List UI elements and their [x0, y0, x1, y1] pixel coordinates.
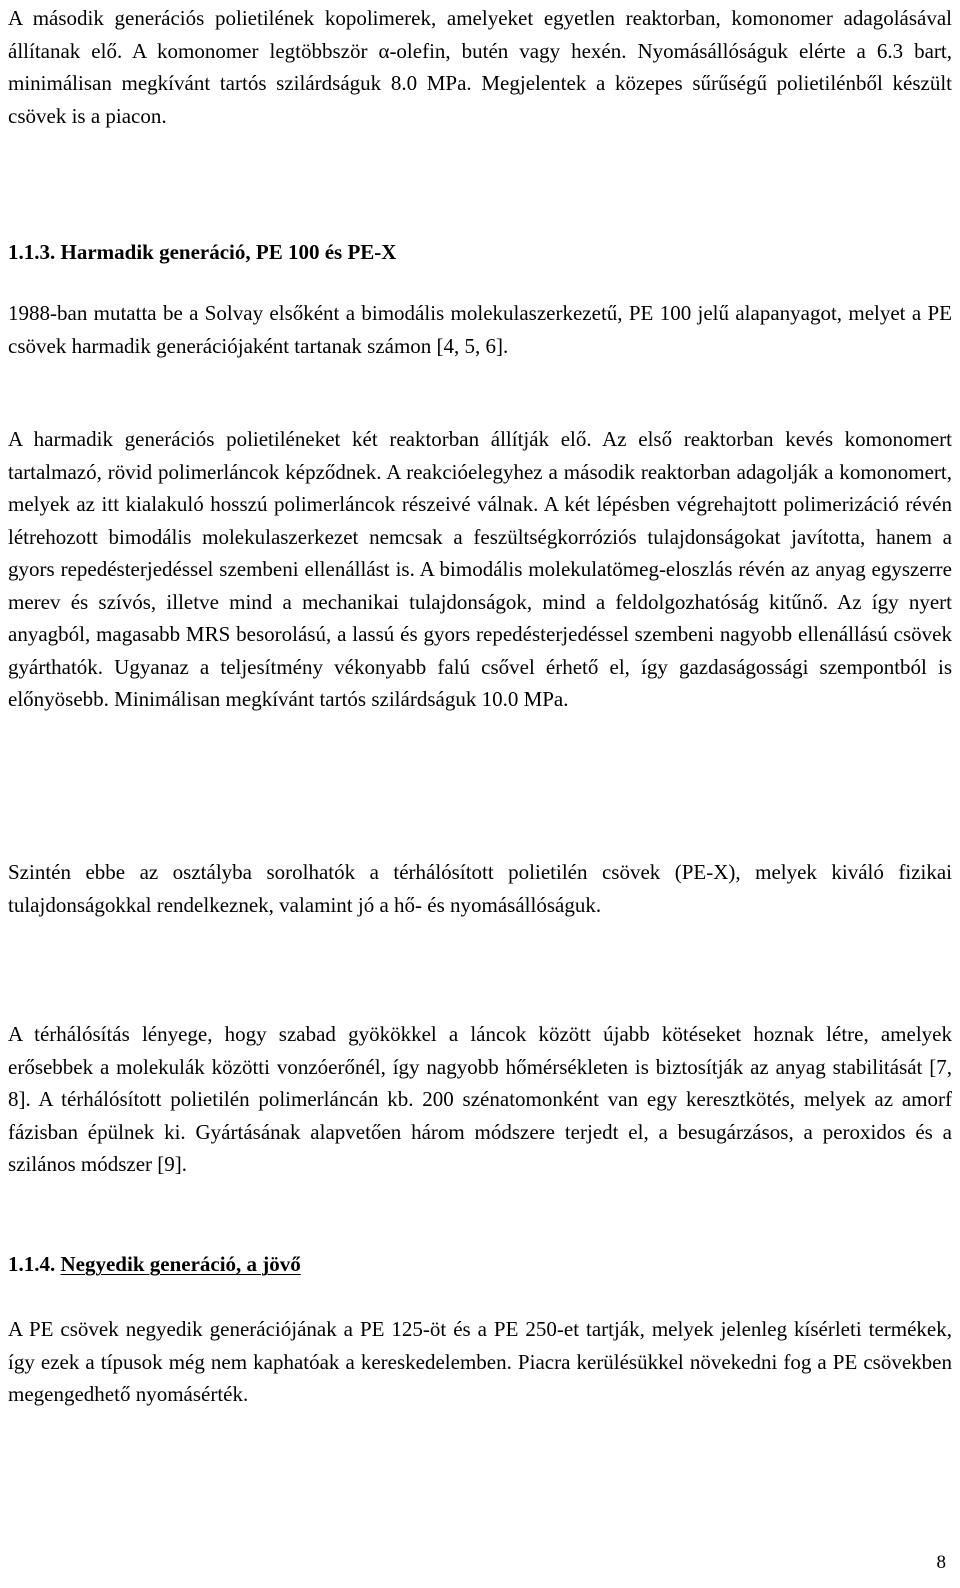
section-number: 1.1.4. — [8, 1252, 56, 1276]
paragraph-fourth-generation: A PE csövek negyedik generációjának a PE 125-öt és a PE 250-et tartják, melyek jelenleg kísérleti termékek, így ezek a típusok még nem kaphatóak a kereskedelemben. Piacra kerülésükkel növekedni fog a PE csövekben megengedhető nyomásérték. — [8, 1317, 952, 1406]
section-title: Harmadik generáció, PE 100 és PE-X — [60, 240, 397, 264]
intro-paragraph: A második generációs polietilének kopolimerek, amelyeket egyetlen reaktorban, komonomer adagolásával állítanak elő. A komonomer legtöbbször α-olefin, butén vagy hexén. Nyomásállóságuk elérte a 6.3 bart, minimálisan megkívánt tartós szilárdságuk 8.0 MPa. Megjelentek a közepes sűrűségű polietilénből készült csövek is a piacon. — [8, 6, 952, 128]
page-number: 8 — [936, 1552, 946, 1573]
paragraph-solvay: 1988-ban mutatta be a Solvay elsőként a bimodális molekulaszerkezetű, PE 100 jelű alapanyagot, melyet a PE csövek harmadik generációjaként tartanak számon [4, 5, 6]. — [8, 301, 952, 358]
paragraph-pe-x: Szintén ebbe az osztályba sorolhatók a térhálósított polietilén csövek (PE-X), melyek kiváló fizikai tulajdonságokkal rendelkeznek, valamint jó a hő- és nyomásállóságuk. — [8, 860, 952, 917]
section-title: Negyedik generáció, a jövő — [60, 1252, 301, 1276]
section-number: 1.1.3. — [8, 240, 56, 264]
paragraph-third-generation: A harmadik generációs polietiléneket két reaktorban állítják elő. Az első reaktorban kevés komonomert tartalmazó, rövid polimerláncok képződnek. A reakcióelegyhez a második reaktorban adagolják a komonomert, melyek az itt kialakuló hosszú polimerláncok részeivé válnak. A két lépésben végrehajtott polimerizáció révén létrehozott bimodális molekulaszerkezet nemcsak a feszültségkorróziós tulajdonságokat javította, hanem a gyors repedésterjedéssel szembeni ellenállást is. A bimodális molekulatömeg-eloszlás révén az anyag egyszerre merev és szívós, illetve mind a mechanikai tulajdonságok, mind a feldolgozhatóság kitűnő. Az így nyert anyagból, magasabb MRS besorolású, a lassú és gyors repedésterjedéssel szembeni nagyobb ellenállású csövek gyárthatók. Ugyanaz a teljesítmény vékonyabb falú csővel érhető el, így gazdaságossági szempontból is előnyösebb. Minimálisan megkívánt tartós szilárdságuk 10.0 MPa. — [8, 427, 952, 711]
section-heading-1-1-3 — [8, 236, 396, 269]
paragraph-crosslinking: A térhálósítás lényege, hogy szabad gyökökkel a láncok között újabb kötéseket hoznak létre, amelyek erősebbek a molekulák közötti vonzóerőnél, így nagyobb hőmérsékleten is biztosítják az anyag stabilitását [7, 8]. A térhálósított polietilén polimerláncán kb. 200 szénatomonként van egy keresztkötés, melyek az amorf fázisban épülnek ki. Gyártásának alapvetően három módszere terjedt el, a besugárzásos, a peroxidos és a szilános módszer [9]. — [8, 1022, 952, 1176]
section-heading-1-1-4 — [8, 1248, 301, 1281]
